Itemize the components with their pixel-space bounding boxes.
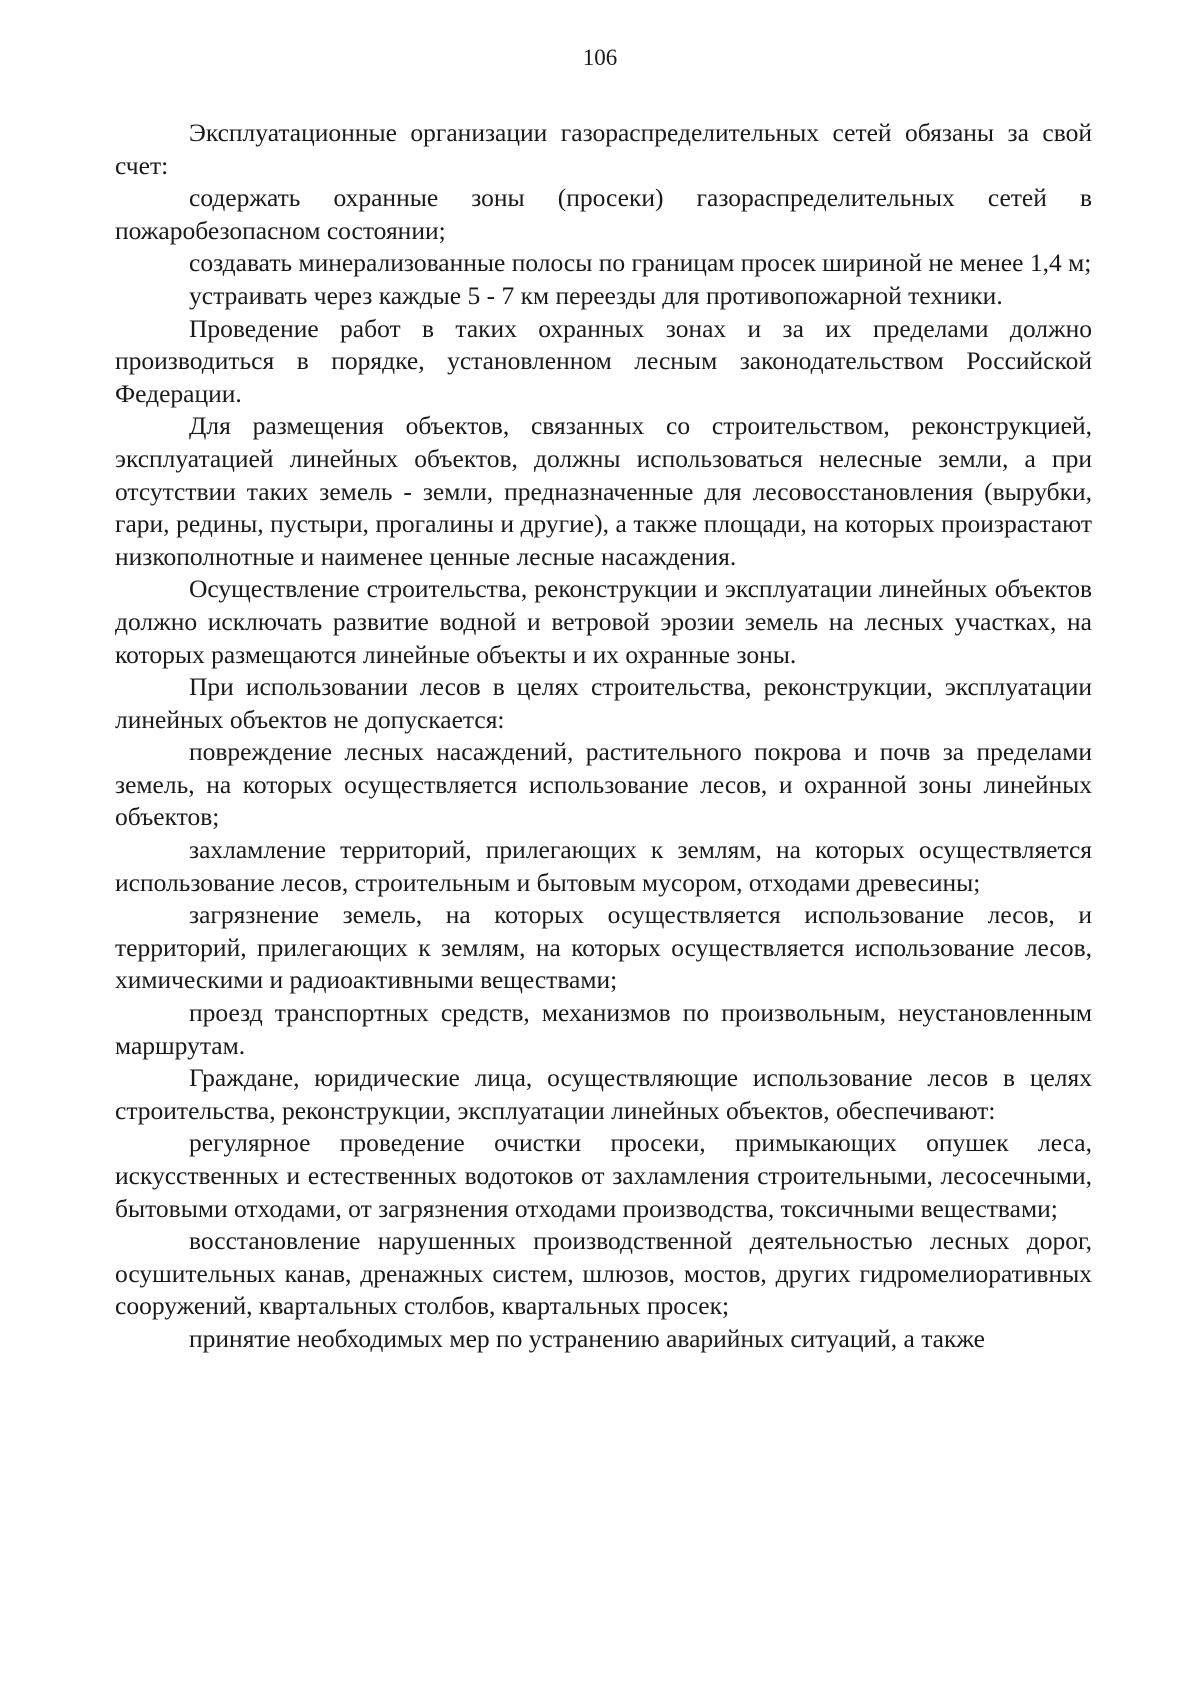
paragraph: Граждане, юридические лица, осуществляющие использование лесов в целях строительства, реконструкции, эксплуатации линейных объектов, обеспечивают: [115, 1063, 1092, 1125]
paragraph: создавать минерализованные полосы по границам просек шириной не менее 1,4 м; [189, 248, 1092, 278]
paragraph: При использовании лесов в целях строительства, реконструкции, эксплуатации линейных объектов не допускается: [115, 672, 1092, 734]
paragraph: Проведение работ в таких охранных зонах и за их пределами должно производиться в порядке, установленном лесным законодательством Российской Федерации. [115, 313, 1092, 408]
paragraph: загрязнение земель, на которых осуществляется использование лесов, и территорий, прилегающих к землям, на которых осуществляется использование лесов, химическими и радиоактивными веществами; [115, 900, 1092, 995]
document-body [115, 117, 1092, 1356]
paragraph: проезд транспортных средств, механизмов по произвольным, неустановленным маршрутам. [115, 998, 1092, 1060]
paragraph: захламление территорий, прилегающих к землям, на которых осуществляется использование лесов, строительным и бытовым мусором, отходами древесины; [115, 835, 1092, 897]
paragraph: содержать охранные зоны (просеки) газораспределительных сетей в пожаробезопасном состоянии; [115, 183, 1092, 245]
paragraph: Осуществление строительства, реконструкции и эксплуатации линейных объектов должно исключать развитие водной и ветровой эрозии земель на лесных участках, на которых размещаются линейные объекты и их охранные зоны. [115, 574, 1092, 669]
paragraph: Эксплуатационные организации газораспределительных сетей обязаны за свой счет: [115, 118, 1092, 180]
paragraph: устраивать через каждые 5 - 7 км переезды для противопожарной техники. [189, 280, 1003, 310]
paragraph: Для размещения объектов, связанных со строительством, реконструкцией, эксплуатацией линейных объектов, должны использоваться нелесные земли, а при отсутствии таких земель - земли, предназначенные для лесовосстановления (вырубки, гари, редины, пустыри, прогалины и другие), а также площади, на которых произрастают низкополнотные и наименее ценные лесные насаждения. [115, 411, 1092, 571]
paragraph: повреждение лесных насаждений, растительного покрова и почв за пределами земель, на которых осуществляется использование лесов, и охранной зоны линейных объектов; [115, 737, 1092, 832]
paragraph: регулярное проведение очистки просеки, примыкающих опушек леса, искусственных и естественных водотоков от захламления строительными, лесосечными, бытовыми отходами, от загрязнения отходами производства, токсичными веществами; [115, 1128, 1092, 1223]
paragraph: принятие необходимых мер по устранению аварийных ситуаций, а также [189, 1323, 985, 1353]
paragraph: восстановление нарушенных производственной деятельностью лесных дорог, осушительных канав, дренажных систем, шлюзов, мостов, других гидромелиоративных сооружений, квартальных столбов, квартальных просек; [115, 1226, 1092, 1321]
page-number: 106 [582, 45, 618, 70]
